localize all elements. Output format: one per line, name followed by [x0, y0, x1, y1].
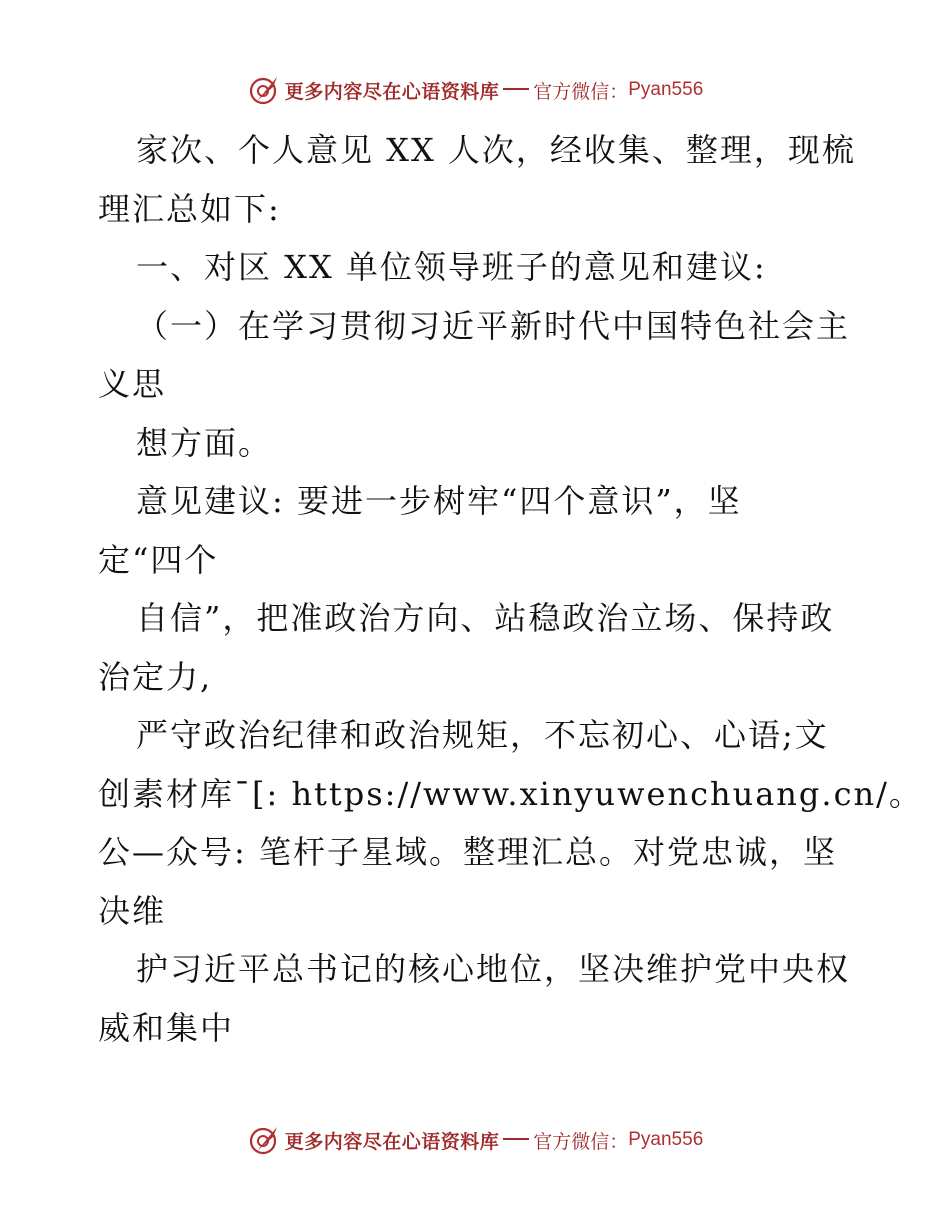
body-line: 定“四个: [98, 540, 219, 579]
banner-wechat-label: 官方微信：: [533, 80, 629, 103]
document-body: [98, 121, 923, 1057]
body-line: 想方面。: [136, 423, 273, 462]
body-line: 理汇总如下:: [98, 189, 281, 228]
body-line: 决维: [98, 891, 167, 930]
body-line: 威和集中: [98, 1008, 235, 1047]
body-line: 家次、个人意见 XX 人次，经收集、整理，现梳: [136, 131, 856, 169]
body-line: 公—众号: 笔杆子星域。整理汇总。对党忠诚，坚: [98, 833, 837, 871]
banner-wechat-id: Pyan556: [628, 1129, 704, 1150]
banner-slogan: 更多内容尽在心语资料库: [284, 1130, 500, 1153]
quill-logo-icon: [247, 73, 281, 107]
banner-dash: [503, 88, 529, 90]
subsection-heading: （一）在学习贯彻习近平新时代中国特色社会主: [136, 306, 851, 345]
body-line: 护习近平总书记的核心地位，坚决维护党中央权: [136, 950, 851, 988]
body-line: 义思: [98, 365, 167, 403]
banner-dash: [503, 1138, 529, 1140]
quill-logo-icon: [247, 1123, 281, 1157]
section-heading: 一、对区 XX 单位领导班子的意见和建议:: [136, 248, 767, 286]
body-line: 自信”，把准政治方向、站稳政治立场、保持政: [136, 599, 835, 637]
header-banner: [0, 70, 950, 110]
body-line: 严守政治纪律和政治规矩，不忘初心、心语;文: [136, 716, 829, 754]
body-line: 治定力,: [98, 657, 213, 696]
banner-wechat-label: 官方微信：: [533, 1130, 629, 1153]
banner-wechat-id: Pyan556: [628, 79, 704, 100]
banner-slogan: 更多内容尽在心语资料库: [284, 80, 500, 103]
body-line: 创素材库¯[: https://www.xinyuwenchuang.cn/。: [98, 774, 923, 813]
footer-banner: [0, 1120, 950, 1160]
body-line: 意见建议: 要进一步树牢“四个意识”，坚: [136, 482, 742, 520]
